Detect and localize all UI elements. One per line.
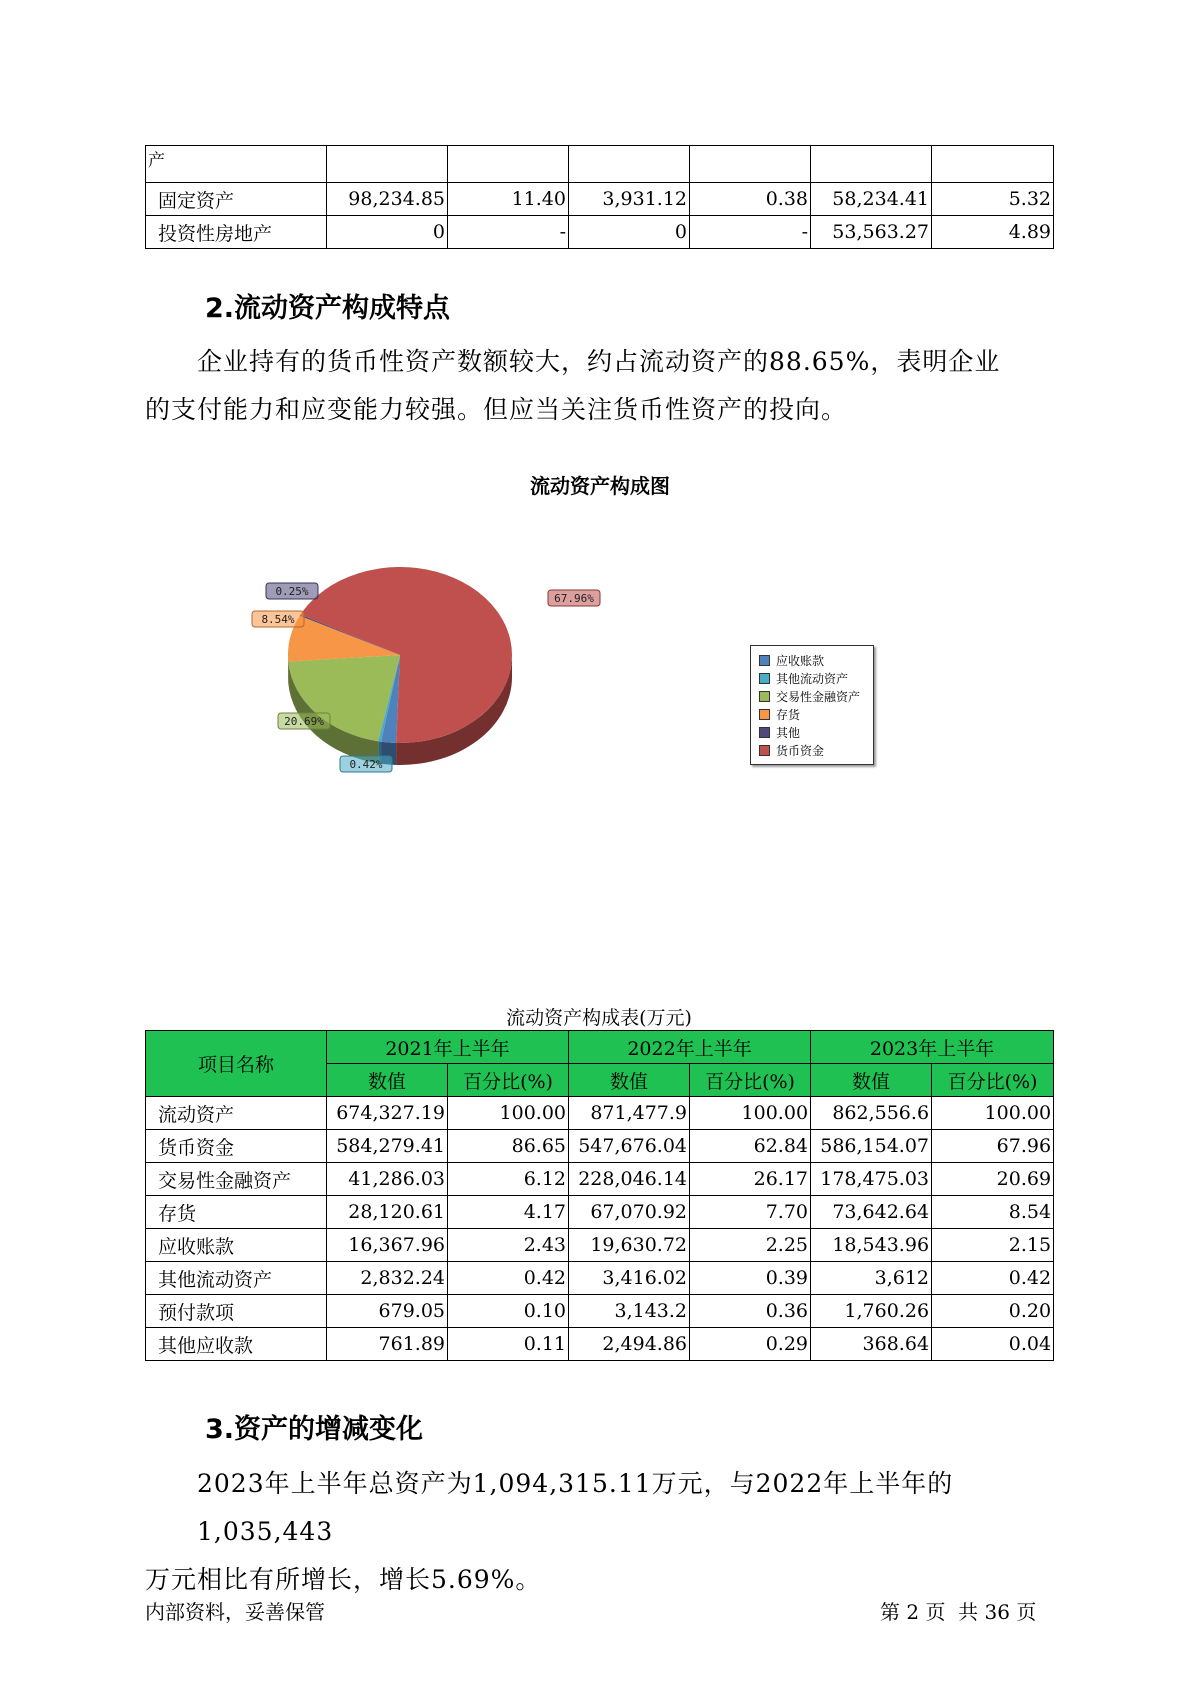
header-year: 2022年上半年	[569, 1031, 811, 1064]
asset-table-continuation	[145, 145, 1054, 249]
value-cell: 26.17	[690, 1163, 811, 1196]
value-cell: 0.04	[932, 1328, 1054, 1361]
value-cell: 8.54	[932, 1196, 1054, 1229]
value-cell: 871,477.9	[569, 1097, 690, 1130]
value-cell: 679.05	[327, 1295, 448, 1328]
value-cell	[569, 146, 690, 183]
legend-label: 应收账款	[776, 653, 825, 668]
value-cell: 73,642.64	[811, 1196, 932, 1229]
value-cell: 41,286.03	[327, 1163, 448, 1196]
data-label: 0.42%	[349, 758, 383, 771]
legend-item	[759, 741, 865, 759]
pie-chart	[230, 540, 630, 800]
value-cell: 3,416.02	[569, 1262, 690, 1295]
value-cell: 5.32	[932, 183, 1054, 216]
chart-title: 流动资产构成图	[530, 474, 670, 498]
value-cell: 100.00	[690, 1097, 811, 1130]
value-cell: 178,475.03	[811, 1163, 932, 1196]
table-row	[146, 1295, 1054, 1328]
paragraph	[145, 338, 1065, 434]
value-cell: 674,327.19	[327, 1097, 448, 1130]
footer-left: 内部资料，妥善保管	[145, 1600, 325, 1624]
value-cell: 2.15	[932, 1229, 1054, 1262]
table-row	[146, 1229, 1054, 1262]
header-percent: 百分比(%)	[448, 1064, 569, 1097]
legend-swatch	[759, 673, 770, 684]
chart-legend	[750, 645, 874, 765]
table-row	[146, 1196, 1054, 1229]
legend-label: 其他流动资产	[776, 671, 849, 686]
header-year: 2023年上半年	[811, 1031, 1054, 1064]
value-cell: 100.00	[448, 1097, 569, 1130]
row-label-cell: 产	[146, 146, 327, 183]
table-row	[146, 216, 1054, 249]
value-cell: 862,556.6	[811, 1097, 932, 1130]
row-label-cell: 存货	[146, 1196, 327, 1229]
value-cell: 368.64	[811, 1328, 932, 1361]
value-cell: 2,494.86	[569, 1328, 690, 1361]
paragraph-line: 2023年上半年总资产为1,094,315.11万元，与2022年上半年的1,035,443	[197, 1469, 954, 1546]
value-cell: 4.17	[448, 1196, 569, 1229]
header-item-name: 项目名称	[146, 1031, 327, 1097]
row-label-cell: 固定资产	[146, 183, 327, 216]
data-label: 8.54%	[261, 613, 295, 626]
paragraph-line: 万元相比有所增长，增长5.69%。	[145, 1565, 542, 1594]
value-cell: 100.00	[932, 1097, 1054, 1130]
row-label-cell: 其他流动资产	[146, 1262, 327, 1295]
footer-page-number: 第 2 页 共 36 页	[880, 1600, 1037, 1624]
legend-swatch	[759, 709, 770, 720]
value-cell: 0.29	[690, 1328, 811, 1361]
value-cell: 0.11	[448, 1328, 569, 1361]
value-cell: 0.36	[690, 1295, 811, 1328]
header-value: 数值	[569, 1064, 690, 1097]
table-row	[146, 1097, 1054, 1130]
value-cell	[811, 146, 932, 183]
legend-item	[759, 705, 865, 723]
value-cell: 86.65	[448, 1130, 569, 1163]
legend-label: 存货	[776, 707, 801, 722]
value-cell: 2,832.24	[327, 1262, 448, 1295]
value-cell: 6.12	[448, 1163, 569, 1196]
value-cell: 3,931.12	[569, 183, 690, 216]
value-cell: 586,154.07	[811, 1130, 932, 1163]
value-cell: 0.10	[448, 1295, 569, 1328]
current-assets-table	[145, 1030, 1054, 1361]
header-year: 2021年上半年	[327, 1031, 569, 1064]
value-cell: 1,760.26	[811, 1295, 932, 1328]
data-label: 0.25%	[275, 585, 309, 598]
paragraph-line: 企业持有的货币性资产数额较大，约占流动资产的88.65%，表明企业	[197, 347, 1001, 376]
table-row	[146, 183, 1054, 216]
paragraph	[145, 1460, 1085, 1604]
legend-label: 交易性金融资产	[776, 689, 861, 704]
section-heading: 2.流动资产构成特点	[205, 293, 451, 324]
table-row	[146, 1262, 1054, 1295]
value-cell: 3,612	[811, 1262, 932, 1295]
legend-label: 其他	[776, 725, 801, 740]
value-cell: 20.69	[932, 1163, 1054, 1196]
value-cell: 53,563.27	[811, 216, 932, 249]
value-cell: 2.25	[690, 1229, 811, 1262]
row-label-cell: 交易性金融资产	[146, 1163, 327, 1196]
value-cell: 547,676.04	[569, 1130, 690, 1163]
value-cell: 67,070.92	[569, 1196, 690, 1229]
row-label-cell: 其他应收款	[146, 1328, 327, 1361]
value-cell: 228,046.14	[569, 1163, 690, 1196]
value-cell: -	[448, 216, 569, 249]
legend-swatch	[759, 745, 770, 756]
value-cell	[327, 146, 448, 183]
legend-swatch	[759, 691, 770, 702]
value-cell: 28,120.61	[327, 1196, 448, 1229]
legend-swatch	[759, 655, 770, 666]
value-cell: -	[690, 216, 811, 249]
paragraph-line: 的支付能力和应变能力较强。但应当关注货币性资产的投向。	[145, 395, 848, 424]
value-cell: 58,234.41	[811, 183, 932, 216]
row-label-cell: 投资性房地产	[146, 216, 327, 249]
legend-item	[759, 723, 865, 741]
value-cell: 584,279.41	[327, 1130, 448, 1163]
value-cell: 16,367.96	[327, 1229, 448, 1262]
value-cell: 19,630.72	[569, 1229, 690, 1262]
table-row	[146, 146, 1054, 183]
header-percent: 百分比(%)	[932, 1064, 1054, 1097]
value-cell: 0.38	[690, 183, 811, 216]
value-cell: 0.42	[932, 1262, 1054, 1295]
row-label-cell: 流动资产	[146, 1097, 327, 1130]
value-cell	[932, 146, 1054, 183]
row-label-cell: 应收账款	[146, 1229, 327, 1262]
table-row	[146, 1328, 1054, 1361]
legend-label: 货币资金	[776, 743, 825, 758]
value-cell: 2.43	[448, 1229, 569, 1262]
value-cell: 4.89	[932, 216, 1054, 249]
value-cell: 0	[327, 216, 448, 249]
value-cell: 18,543.96	[811, 1229, 932, 1262]
value-cell: 7.70	[690, 1196, 811, 1229]
row-label-cell: 预付款项	[146, 1295, 327, 1328]
header-value: 数值	[327, 1064, 448, 1097]
legend-swatch	[759, 727, 770, 738]
header-percent: 百分比(%)	[690, 1064, 811, 1097]
value-cell	[690, 146, 811, 183]
legend-item	[759, 669, 865, 687]
header-value: 数值	[811, 1064, 932, 1097]
legend-item	[759, 687, 865, 705]
value-cell: 62.84	[690, 1130, 811, 1163]
data-label: 20.69%	[284, 715, 324, 728]
value-cell: 761.89	[327, 1328, 448, 1361]
value-cell: 0.42	[448, 1262, 569, 1295]
table-caption: 流动资产构成表(万元)	[506, 1007, 692, 1029]
value-cell	[448, 146, 569, 183]
value-cell: 11.40	[448, 183, 569, 216]
value-cell: 0	[569, 216, 690, 249]
table-row	[146, 1130, 1054, 1163]
row-label-cell: 货币资金	[146, 1130, 327, 1163]
value-cell: 3,143.2	[569, 1295, 690, 1328]
legend-item	[759, 651, 865, 669]
value-cell: 67.96	[932, 1130, 1054, 1163]
value-cell: 98,234.85	[327, 183, 448, 216]
value-cell: 0.20	[932, 1295, 1054, 1328]
table-row	[146, 1163, 1054, 1196]
data-label: 67.96%	[554, 592, 594, 605]
section-heading: 3.资产的增减变化	[205, 1414, 424, 1445]
value-cell: 0.39	[690, 1262, 811, 1295]
